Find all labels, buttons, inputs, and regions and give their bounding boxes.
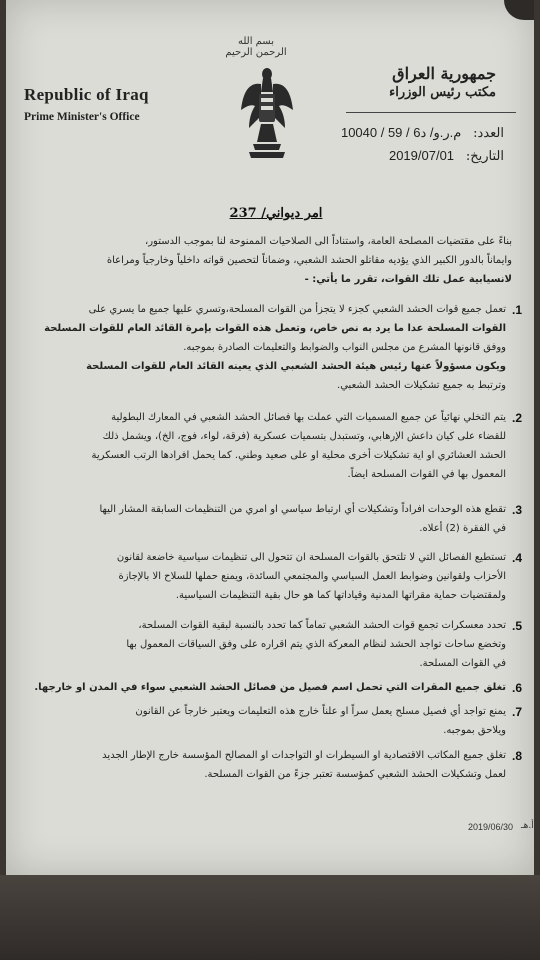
order-item-3 — [28, 500, 528, 538]
item-line: الأحزاب ولقوانين وضوابط العمل السياسي والمجتمعي السائدة، ويمنع حملها للسلاح الا بالإجازة — [118, 571, 506, 582]
intro-line: بناءً على مقتضيات المصلحة العامة، واستناداً الى الصلاحيات الممنوحة لنا بموجب الدستور، — [145, 236, 512, 247]
item-text — [28, 702, 506, 740]
footer-label: أ.هـ — [521, 821, 534, 831]
item-line: ويلاحق بموجبه. — [443, 725, 506, 736]
table-corner — [504, 0, 534, 20]
item-line: يمنع تواجد أي فصيل مسلح يعمل سراً او علناً خارج هذه التعليمات ويعتبر خارجاً عن القانون — [135, 706, 506, 717]
intro-paragraph — [34, 232, 512, 289]
document-date-row — [389, 148, 504, 164]
basmala-calligraphy: بسم الله الرحمن الرحيم — [225, 36, 287, 58]
item-text — [28, 746, 506, 784]
item-line: القوات المسلحة عدا ما يرد به نص خاص، وتعمل هذه القوات بإمرة القائد العام للقوات المسلحة — [44, 323, 506, 334]
item-line: تغلق جميع المقرات التي تحمل اسم فصيل من فصائل الحشد الشعبي سواء في المدن او خارجها. — [34, 682, 506, 693]
iraq-eagle-emblem-icon — [239, 62, 295, 162]
order-item-8 — [28, 746, 528, 784]
order-item-4 — [28, 548, 528, 605]
item-text — [28, 616, 506, 673]
item-line: ويكون مسؤولاً عنها رئيس هيئة الحشد الشعبي الذي يعينه القائد العام للقوات المسلحة — [86, 361, 506, 372]
item-line: يتم التخلي نهائياً عن جميع المسميات التي عملت بها فصائل الحشد الشعبي في المعارك البطولية — [111, 412, 506, 423]
item-line: تغلق جميع المكاتب الاقتصادية او السيطرات او التواجدات او المصالح المؤسسة خارج الإطار الجديد — [102, 750, 506, 761]
item-number: 1. — [511, 303, 523, 317]
item-line: تعمل جميع قوات الحشد الشعبي كجزء لا يتجزأ من القوات المسلحة،وتسري عليها جميع ما يسري على — [88, 304, 506, 315]
footer-date: 2019/06/30 — [468, 822, 514, 832]
item-text — [28, 408, 506, 484]
item-number: 7. — [511, 705, 523, 719]
item-line: لعمل وتشكيلات الحشد الشعبي كمؤسسة تعتبر جزءً من القوات المسلحة. — [204, 769, 506, 780]
item-number: 5. — [511, 619, 523, 633]
item-line: تستطيع الفصائل التي لا تلتحق بالقوات المسلحة ان تتحول الى تنظيمات سياسية خاضعة لقانون — [116, 552, 506, 563]
item-line: ولمقتضيات حماية مقراتها المدنية وقياداتها كما هو حال بقية التنظيمات السياسية. — [175, 590, 506, 601]
item-line: الحشد العشائري او اية تشكيلات أخرى محلية او على صعيد وطني. كما يحمل افرادها الرتب العسكرية — [91, 450, 506, 461]
item-text — [28, 300, 506, 395]
item-number: 2. — [511, 411, 523, 425]
english-title: Republic of Iraq — [24, 85, 149, 104]
item-line: للقضاء على كيان داعش الإرهابي، وتستبدل بتسميات عسكرية (فرقة، لواء، فوج، الخ)، ويشمل ذلك — [102, 431, 506, 442]
item-line: المعمول بها في القوات المسلحة ايضاً. — [347, 469, 506, 480]
item-line: في القوات المسلحة. — [419, 658, 506, 669]
document-date: 2019/07/01 — [388, 148, 455, 163]
item-number: 6. — [511, 681, 523, 695]
date-label: التاريخ: — [465, 149, 504, 164]
document-paper — [6, 0, 534, 875]
background-surface — [0, 875, 540, 960]
item-text — [28, 500, 506, 538]
item-line: في الفقرة (2) أعلاه. — [419, 523, 506, 534]
item-text — [28, 678, 506, 697]
document-number: 10040 / 59 / م.ر.و/ د6 — [340, 125, 462, 140]
item-line: تحدد معسكرات تجمع قوات الحشد الشعبي تماماً كما تحدد بالنسبة لبقية القوات المسلحة، — [138, 620, 506, 631]
order-item-2 — [28, 408, 528, 484]
order-item-6 — [28, 678, 528, 697]
item-text — [28, 548, 506, 605]
english-letterhead — [24, 85, 149, 123]
number-label: العدد: — [473, 126, 504, 141]
item-line: وتخضع ساحات تواجد الحشد لنظام المعركة الذي يتم اقراره على وفق السياقات المعمول بها — [126, 639, 506, 650]
item-line: ووفق قانونها المشرع من مجلس النواب والضوابط والتعليمات الصادرة بموجبه. — [183, 342, 506, 353]
item-number: 4. — [511, 551, 523, 565]
arabic-title: جمهورية العراق — [392, 64, 496, 83]
item-number: 8. — [511, 749, 523, 763]
document-number-row — [341, 125, 504, 141]
item-line: تقطع هذه الوحدات افراداً وتشكيلات أي ارتباط سياسي او امري من التنظيمات السابقة المشار اليها — [99, 504, 506, 515]
intro-line: وايماناً بالدور الكبير الذي يؤديه مقاتلو الحشد الشعبي، وضماناً لتحصين قواته داخلياً وخارجياً ومراعاة — [106, 255, 512, 266]
order-item-7 — [28, 702, 528, 740]
english-subtitle: Prime Minister's Office — [24, 111, 140, 123]
order-title: امر ديواني/ 237 — [229, 206, 323, 221]
order-item-5 — [28, 616, 528, 673]
intro-line: لانسيابية عمل تلك القوات، تقرر ما يأتي: - — [304, 274, 512, 285]
arabic-letterhead — [326, 64, 496, 100]
item-number: 3. — [511, 503, 523, 517]
arabic-subtitle: مكتب رئيس الوزراء — [389, 85, 496, 100]
order-item-1 — [28, 300, 528, 395]
item-line: وترتبط به جميع تشكيلات الحشد الشعبي. — [337, 380, 506, 391]
header-divider — [346, 112, 516, 113]
